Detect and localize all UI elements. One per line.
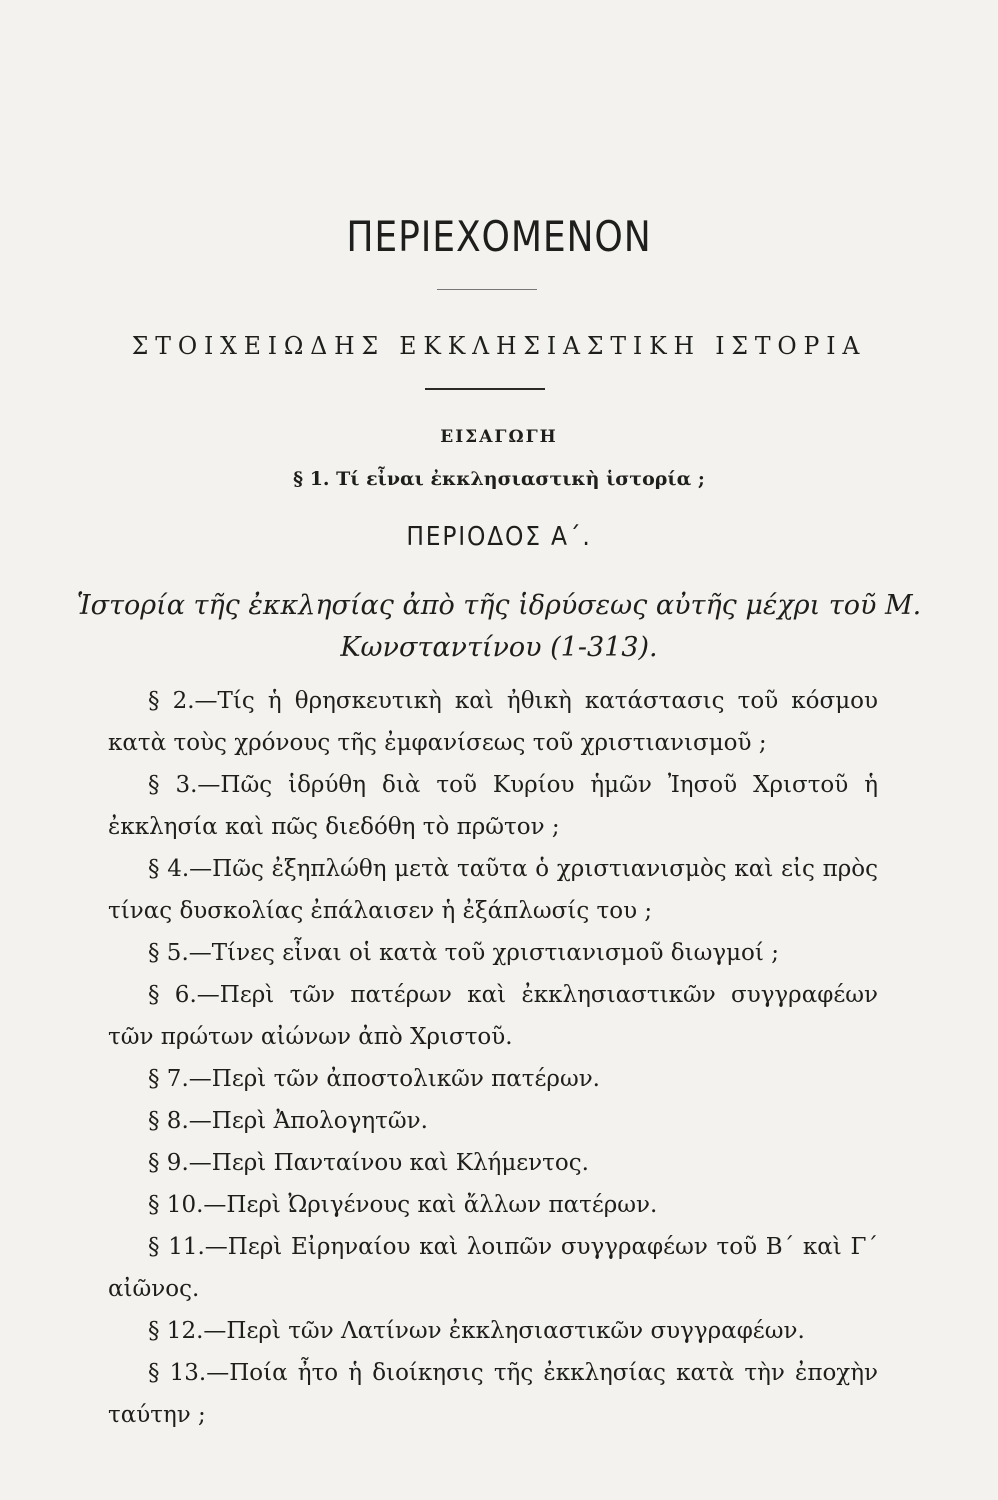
toc-item: § 12.—Περὶ τῶν Λατίνων ἐκκλησιαστικῶν συγγραφέων.	[148, 1318, 805, 1344]
toc-item: § 11.—Περὶ Εἰρηναίου καὶ λοιπῶν συγγραφέων τοῦ Β΄ καὶ Γ΄ αἰῶνος.	[108, 1234, 878, 1302]
toc-item: § 5.—Τίνες εἶναι οἱ κατὰ τοῦ χριστιανισμοῦ διωγμοί ;	[148, 940, 779, 966]
toc-item: § 8.—Περὶ Ἀπολογητῶν.	[148, 1108, 428, 1134]
table-of-contents	[108, 680, 878, 1436]
period-description-line2: Κωνσταντίνου (1-313).	[340, 632, 658, 663]
toc-item: § 13.—Ποία ἦτο ἡ διοίκησις τῆς ἐκκλησίας κατὰ τὴν ἐποχὴν ταύτην ;	[108, 1360, 878, 1428]
book-subtitle: ΣΤΟΙΧΕΙΩΔΗΣ ΕΚΚΛΗΣΙΑΣΤΙΚΗ ΙΣΤΟΡΙΑ	[131, 332, 867, 360]
toc-item: § 2.—Τίς ἡ θρησκευτικὴ καὶ ἠθικὴ κατάστασις τοῦ κόσμου κατὰ τοὺς χρόνους τῆς ἐμφανίσεως τοῦ χριστιανισμοῦ ;	[108, 688, 878, 756]
toc-item: § 7.—Περὶ τῶν ἀποστολικῶν πατέρων.	[148, 1066, 600, 1092]
intro-item: § 1. Τί εἶναι ἐκκλησιαστικὴ ἱστορία ;	[293, 468, 705, 490]
page-title: ΠΕΡΙΕΧΟΜΕΝΟΝ	[346, 212, 652, 261]
toc-item: § 4.—Πῶς ἐξηπλώθη μετὰ ταῦτα ὁ χριστιανισμὸς καὶ εἰς πρὸς τίνας δυσκολίας ἐπάλαισεν ἡ ἐξάπλωσίς του ;	[108, 856, 878, 924]
toc-item: § 3.—Πῶς ἱδρύθη διὰ τοῦ Κυρίου ἡμῶν Ἰησοῦ Χριστοῦ ἡ ἐκκλησία καὶ πῶς διεδόθη τὸ πρῶτον ;	[108, 772, 878, 840]
title-divider	[437, 289, 537, 290]
toc-item: § 9.—Περὶ Πανταίνου καὶ Κλήμεντος.	[148, 1150, 589, 1176]
period-description	[0, 585, 998, 669]
period-description-line1: Ἱστορία τῆς ἐκκλησίας ἀπὸ τῆς ἱδρύσεως αὐτῆς μέχρι τοῦ Μ.	[76, 590, 922, 621]
toc-item: § 10.—Περὶ Ὠριγένους καὶ ἄλλων πατέρων.	[148, 1192, 658, 1218]
subtitle-divider	[425, 388, 545, 390]
period-heading: ΠΕΡΙΟΔΟΣ Α΄.	[406, 522, 592, 552]
toc-item: § 6.—Περὶ τῶν πατέρων καὶ ἐκκλησιαστικῶν συγγραφέων τῶν πρώτων αἰώνων ἀπὸ Χριστοῦ.	[108, 982, 878, 1050]
intro-heading: ΕΙΣΑΓΩΓΗ	[440, 427, 558, 447]
